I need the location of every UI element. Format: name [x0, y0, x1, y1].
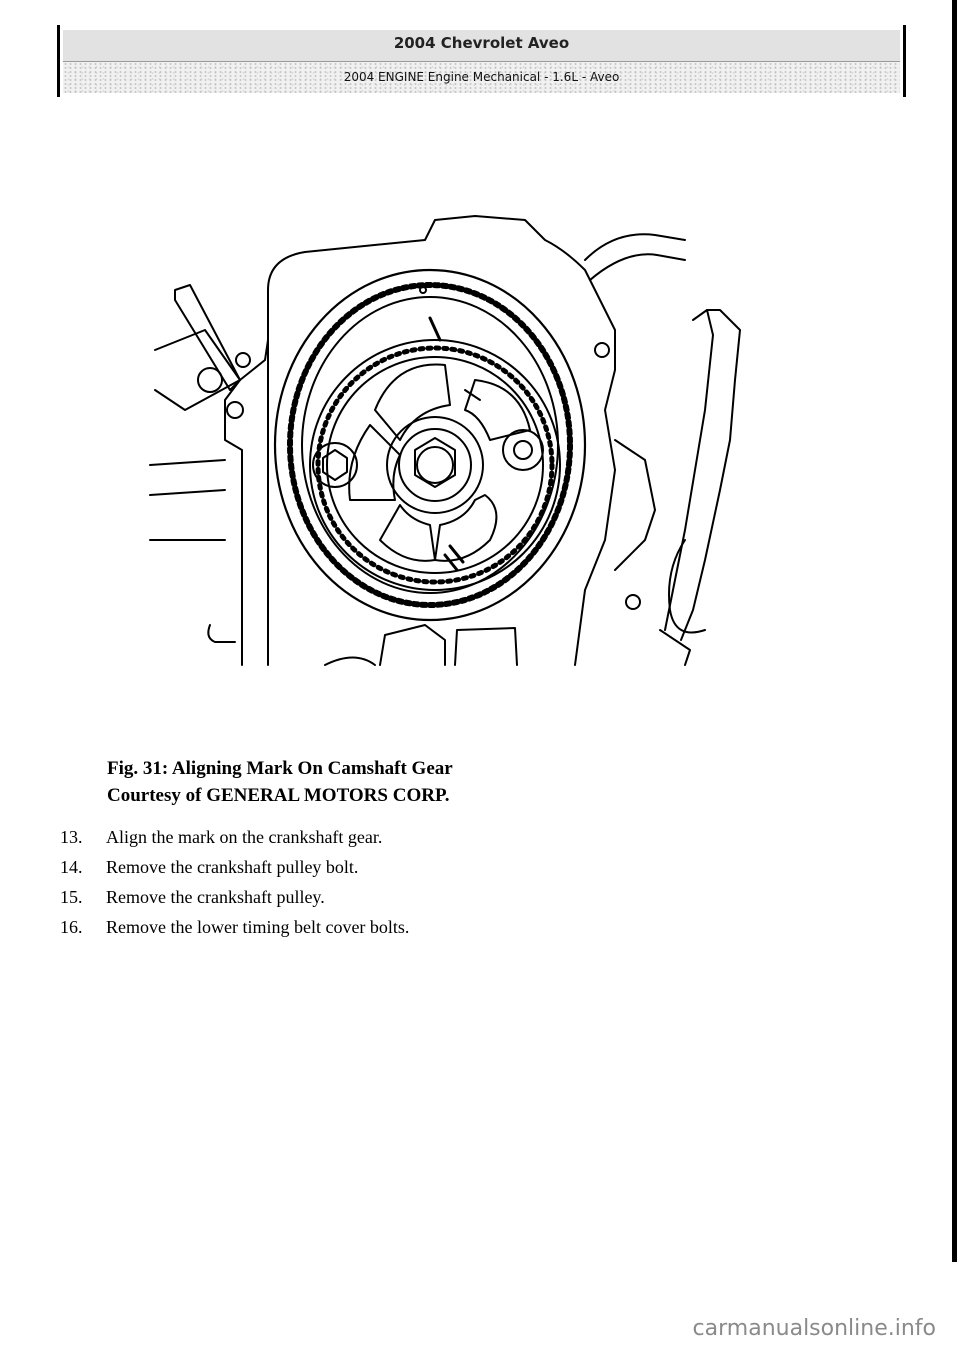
step-text: Remove the crankshaft pulley bolt. [106, 857, 359, 877]
list-item [60, 882, 409, 912]
page-header [57, 25, 906, 97]
step-number: 15. [60, 887, 83, 907]
step-number: 14. [60, 857, 83, 877]
procedure-steps [60, 822, 409, 942]
figure-caption [107, 755, 453, 809]
step-text: Remove the crankshaft pulley. [106, 887, 325, 907]
document-title: 2004 Chevrolet Aveo [393, 34, 570, 52]
figure-caption-title: Fig. 31: Aligning Mark On Camshaft Gear [107, 758, 453, 779]
site-watermark: carmanualsonline.info [692, 1316, 936, 1341]
document-subtitle: 2004 ENGINE Engine Mechanical - 1.6L - Aveo [343, 70, 620, 84]
list-item [60, 822, 409, 852]
step-number: 16. [60, 917, 83, 937]
camshaft-gear-illustration [145, 210, 755, 670]
step-text: Align the mark on the crankshaft gear. [106, 827, 383, 847]
step-text: Remove the lower timing belt cover bolts. [106, 917, 410, 937]
list-item [60, 852, 409, 882]
figure-caption-credit: Courtesy of GENERAL MOTORS CORP. [107, 785, 450, 806]
page-right-border [952, 0, 957, 1262]
step-number: 13. [60, 827, 83, 847]
list-item [60, 912, 409, 942]
